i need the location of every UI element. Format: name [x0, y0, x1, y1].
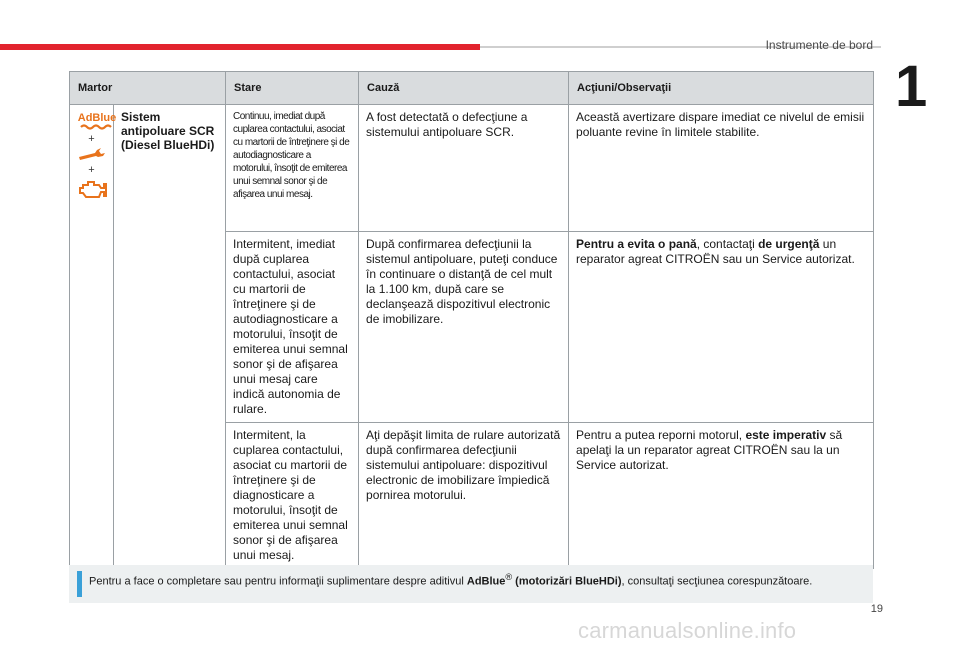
action-text: , contactaţi — [696, 237, 759, 251]
info-note — [69, 565, 873, 603]
action-bold: este imperativ — [745, 428, 827, 442]
plus-separator: + — [88, 164, 95, 176]
info-text-part: , consultaţi secţiunea corespunzătoare. — [621, 575, 813, 588]
registered-mark: ® — [505, 572, 513, 582]
warning-lights-table — [69, 71, 874, 569]
header-accent-bar — [0, 44, 480, 50]
action-text: să apelaţi la un reparator agreat CITROËN sau la un Service autorizat. — [576, 428, 843, 472]
section-title: Instrumente de bord — [765, 38, 873, 52]
header-martor: Martor — [70, 72, 226, 105]
action-bold: Pentru a evita o pană — [576, 237, 697, 251]
info-note-text — [89, 570, 849, 590]
header-cauza: Cauză — [359, 72, 569, 105]
wrench-icon — [77, 147, 107, 163]
state-cell: Intermitent, la cuplarea contactului, asociat cu martorii de întreţinere şi de diagnosticare a motorului, însoţit de emiterea unui semnal sonor şi de afişarea unui mesaj. — [226, 423, 359, 569]
cause-cell: După confirmarea defecţiunii la sistemul antipoluare, puteţi conduce în continuare o distanţă de cel mult la 1.100 km, după care se declanşează dispozitivul electronic de imobilizare. — [359, 232, 569, 423]
header-stare: Stare — [226, 72, 359, 105]
watermark: carmanualsonline.info — [578, 618, 797, 643]
action-text: un reparator agreat CITROËN sau un Service autorizat. — [576, 237, 855, 266]
info-text-part: Pentru a face o completare sau pentru informaţii suplimentare despre aditivul — [89, 575, 467, 588]
info-icon — [77, 571, 82, 597]
action-cell — [569, 423, 874, 569]
state-cell: Intermitent, imediat după cuplarea contactului, asociat cu martorii de întreţinere şi de autodiagnosticare a motorului, însoţit de emiterea unui semnal sonor şi de afişarea unui mesaj care indică autonomia de rulare. — [226, 232, 359, 423]
icon-cell — [70, 105, 117, 569]
table-row — [70, 105, 874, 232]
engine-icon — [77, 178, 109, 200]
state-cell — [226, 105, 359, 232]
action-bold: de urgenţă — [758, 237, 820, 251]
header-actiuni: Acţiuni/Observaţii — [569, 72, 874, 105]
plus-separator: + — [88, 133, 95, 145]
system-name: Sistem antipoluare SCR (Diesel BlueHDi) — [121, 110, 215, 152]
chapter-number: 1 — [895, 54, 928, 119]
table-header-row — [70, 72, 874, 105]
cause-cell: A fost detectată o defecţiune a sistemului antipoluare SCR. — [359, 105, 569, 232]
system-name-cell — [114, 105, 226, 569]
info-bold-engines: (motorizări BlueHDi) — [512, 575, 622, 588]
state-text: Continuu, imediat după cuplarea contactului, asociat cu martorii de întreţinere şi de autodiagnosticare a motorului, însoţit de emiterea unui semnal sonor şi de afişarea unui mesaj. — [233, 111, 350, 200]
action-cell: Această avertizare dispare imediat ce nivelul de emisii poluante revine în limitele stabilite. — [569, 105, 874, 232]
adblue-icon-text: AdBlue — [77, 112, 117, 124]
cause-cell: Aţi depăşit limita de rulare autorizată după confirmarea defecţiunii sistemului antipoluare: dispozitivul electronic de imobilizare împiedică pornirea motorului. — [359, 423, 569, 569]
action-text: Pentru a putea reporni motorul, — [576, 428, 746, 442]
page-number: 19 — [870, 603, 883, 615]
action-cell — [569, 232, 874, 423]
info-bold-adblue: AdBlue — [466, 575, 506, 588]
adblue-icon — [77, 110, 117, 132]
